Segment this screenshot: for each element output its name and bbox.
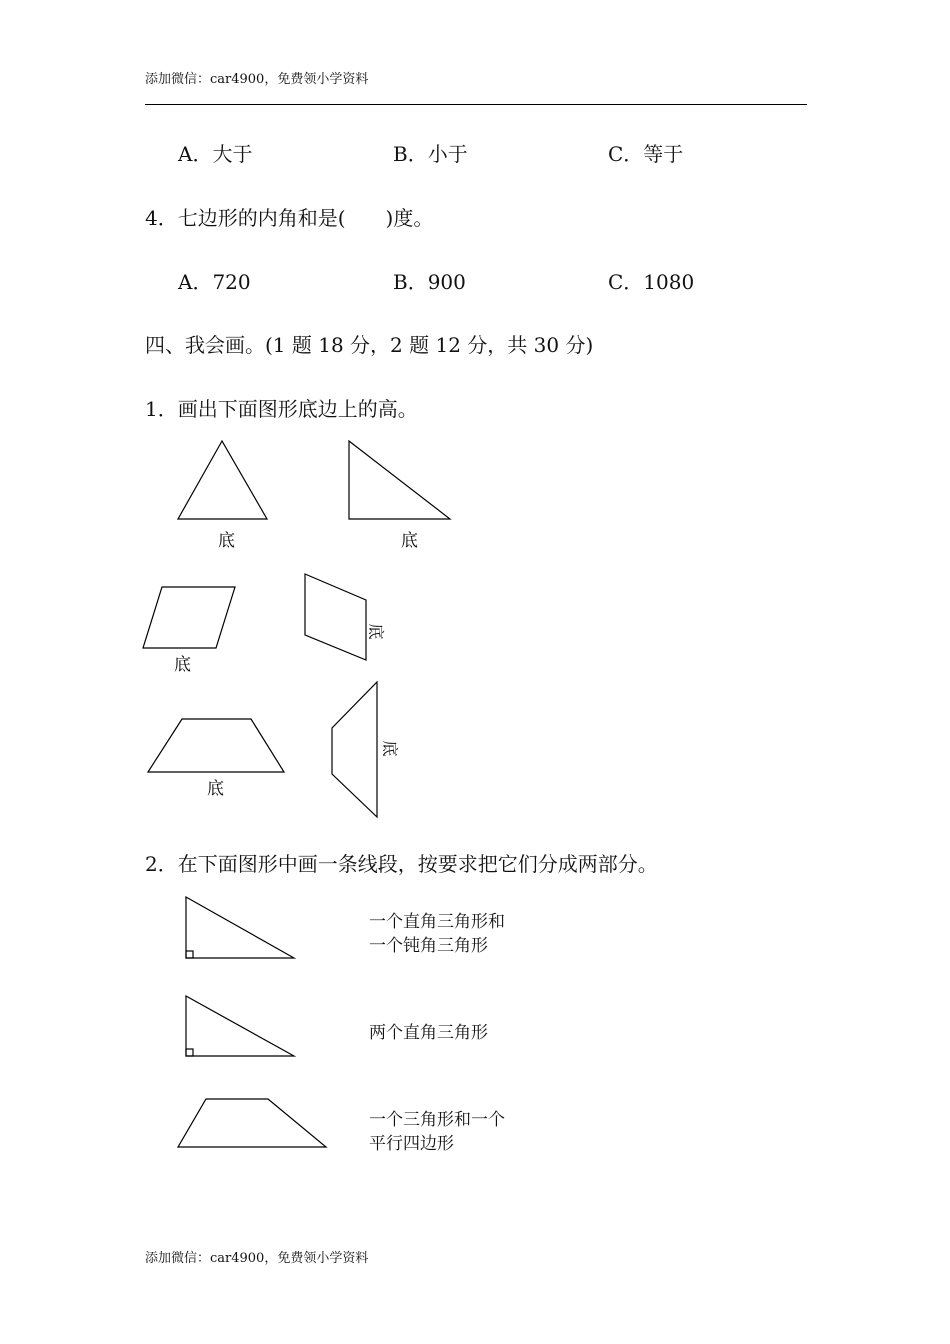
trapezoid: [148, 719, 284, 772]
right-angle-mark-1: [186, 951, 193, 958]
base-label-2: 底: [401, 531, 418, 551]
right-angle-mark-2: [186, 1049, 193, 1056]
right-triangle: [349, 441, 450, 519]
parallelogram-slanted: [305, 574, 366, 660]
section4-q1-stem: 1．画出下面图形底边上的高。: [145, 397, 418, 421]
right-triangle-q2-1: [186, 897, 294, 958]
base-label-5: 底: [207, 779, 224, 799]
q4-option-c: C．1080: [608, 270, 695, 294]
q2-requirement-1-line2: 一个钝角三角形: [369, 936, 488, 956]
section4-title: 四、我会画。(1 题 18 分，2 题 12 分，共 30 分): [145, 333, 594, 357]
page-header: 添加微信：car4900，免费领小学资料: [145, 72, 369, 87]
base-label-1: 底: [218, 531, 235, 551]
base-label-6: 底: [380, 740, 400, 757]
q2-requirement-3-line1: 一个三角形和一个: [369, 1110, 505, 1130]
trapezoid-q2: [178, 1099, 326, 1147]
q4-option-b: B．900: [393, 270, 466, 294]
q4-stem: 4．七边形的内角和是( )度。: [145, 206, 434, 230]
base-label-4: 底: [366, 623, 386, 640]
equilateral-triangle: [178, 441, 267, 519]
trapezoid-rotated: [332, 682, 377, 817]
q3-option-c: C．等于: [608, 142, 684, 166]
q2-requirement-2: 两个直角三角形: [369, 1023, 488, 1043]
q2-requirement-3-line2: 平行四边形: [369, 1134, 454, 1154]
base-label-3: 底: [174, 655, 191, 675]
q3-option-b: B．小于: [393, 142, 468, 166]
page-footer: 添加微信：car4900，免费领小学资料: [145, 1251, 369, 1266]
header-rule: [145, 104, 807, 105]
parallelogram-horizontal: [143, 587, 235, 648]
section4-q2-stem: 2．在下面图形中画一条线段，按要求把它们分成两部分。: [145, 852, 658, 876]
right-triangle-q2-2: [186, 996, 294, 1056]
q3-option-a: A．大于: [178, 142, 253, 166]
q4-option-a: A．720: [178, 270, 251, 294]
q2-requirement-1-line1: 一个直角三角形和: [369, 912, 505, 932]
